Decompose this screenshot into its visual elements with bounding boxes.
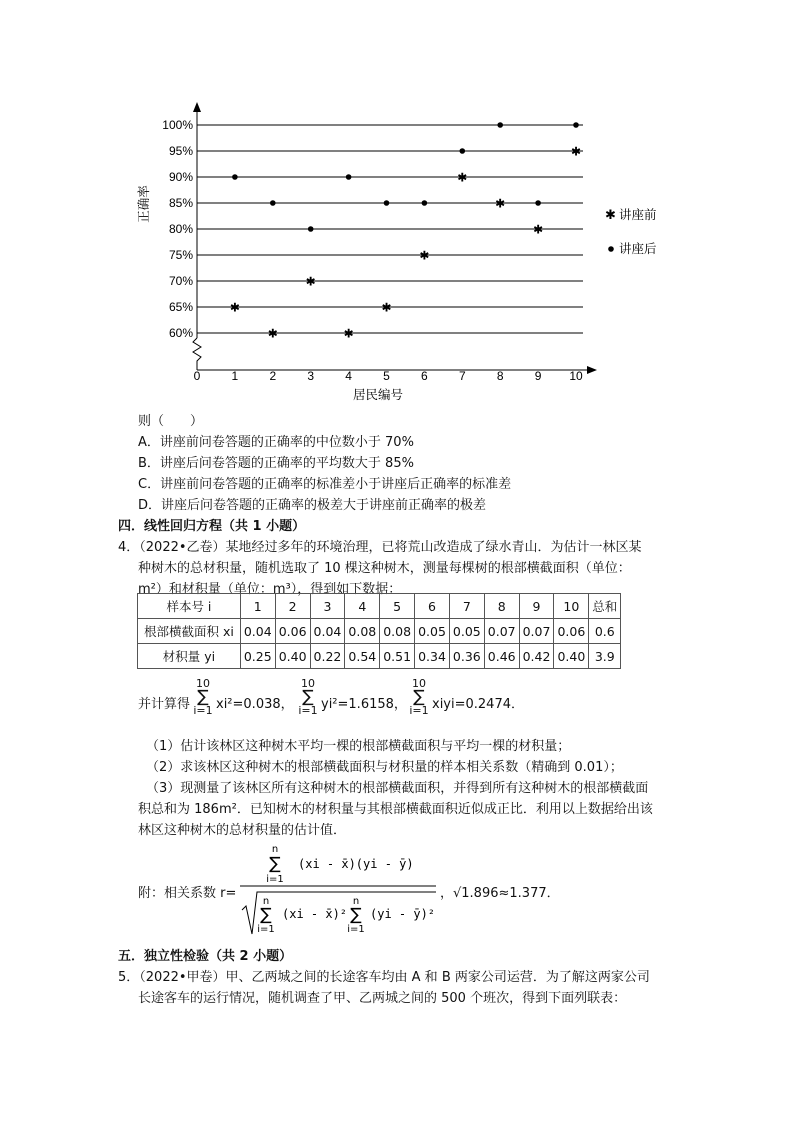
y-tick-label: 100% (162, 118, 193, 132)
q3-option-d: D．讲座后问卷答题的正确率的极差大于讲座前正确率的极差 (138, 498, 487, 513)
point-before: ✱ (343, 326, 354, 341)
legend-after-label: 讲座后 (619, 241, 657, 256)
x-tick-label: 6 (421, 369, 428, 383)
table-cell: 2 (275, 594, 310, 619)
table-cell: 0.42 (519, 644, 554, 669)
sum-y-squared (297, 678, 319, 717)
formula-den-y: (yi - ȳ)² (370, 907, 436, 921)
sum-lower: i=1 (298, 704, 318, 717)
correlation-formula (240, 842, 450, 938)
point-after (573, 122, 579, 128)
table-cell: 3.9 (589, 644, 621, 669)
section-4-title: 四．线性回归方程（共 1 小题） (118, 519, 306, 534)
point-before: ✱ (533, 222, 544, 237)
table-cell: 5 (380, 594, 415, 619)
q5-line-1: 5．（2022•甲卷）甲、乙两城之间的长途客车均由 A 和 B 两家公司运营．为了解这两家公司 (118, 970, 650, 985)
point-after (460, 148, 466, 154)
sigma-icon: ∑ (350, 905, 362, 925)
point-after (232, 174, 238, 180)
table-cell: 3 (310, 594, 345, 619)
x-tick-label: 5 (383, 369, 390, 383)
table-cell: 0.07 (484, 619, 519, 644)
den-sum1-lower: i=1 (257, 924, 275, 935)
x-axis-arrow-icon (587, 366, 597, 374)
point-after (384, 200, 390, 206)
point-after (497, 122, 503, 128)
q3-stem: 则（ ） (138, 414, 204, 429)
q3-option-b: B．讲座后问卷答题的正确率的平均数大于 85% (138, 456, 414, 471)
sigma-icon: ∑ (413, 687, 425, 707)
table-row-volume (138, 644, 621, 669)
table-cell: 0.06 (275, 619, 310, 644)
q4-sub-3a: （3）现测量了该林区所有这种树木的根部横截面积，并得到所有这种树木的根部横截面 (146, 781, 649, 796)
x-tick-label: 2 (269, 369, 277, 383)
table-row-header (138, 594, 621, 619)
q4-line-2: 种树木的总材积量，随机选取了 10 棵这种树木，测量每棵树的根部横截面积（单位： (138, 561, 631, 576)
q4-line-3: m²）和材积量（单位：m³），得到如下数据： (138, 582, 402, 597)
sample-data-table (137, 593, 621, 669)
q3-option-c: C．讲座前问卷答题的正确率的标准差小于讲座后正确率的标准差 (138, 477, 512, 492)
row-label-cell: 根部横截面积 xi (138, 619, 241, 644)
y-axis-arrow-icon (193, 102, 201, 112)
table-cell: 0.54 (345, 644, 380, 669)
table-cell: 0.40 (275, 644, 310, 669)
table-cell: 0.04 (310, 619, 345, 644)
x-tick-label: 0 (193, 369, 201, 383)
table-cell: 0.05 (449, 619, 484, 644)
table-cell: 4 (345, 594, 380, 619)
section-5-title: 五．独立性检验（共 2 小题） (118, 949, 293, 964)
table-cell: 0.51 (380, 644, 415, 669)
x-tick-label: 10 (569, 369, 583, 383)
x-tick-label: 7 (458, 369, 466, 383)
point-before: ✱ (495, 196, 506, 211)
table-cell: 0.08 (345, 619, 380, 644)
table-row-area (138, 619, 621, 644)
sum-x-squared (192, 678, 214, 717)
y-tick-label: 70% (168, 274, 193, 288)
table-cell: 0.06 (554, 619, 589, 644)
num-sum-lower: i=1 (266, 874, 284, 885)
table-cell: 0.34 (415, 644, 450, 669)
x-axis-label: 居民编号 (352, 387, 404, 402)
point-before: ✱ (305, 274, 316, 289)
sigma-icon: ∑ (197, 687, 209, 707)
sum1-text: xi²=0.038， (216, 697, 294, 712)
x-tick-label: 8 (496, 369, 504, 383)
table-cell: 7 (449, 594, 484, 619)
legend-before-label: 讲座前 (619, 207, 657, 222)
sigma-icon: ∑ (269, 854, 281, 874)
point-before: ✱ (267, 326, 278, 341)
table-cell: 1 (240, 594, 275, 619)
table-cell: 10 (554, 594, 589, 619)
point-before: ✱ (381, 300, 392, 315)
sigma-icon: ∑ (302, 687, 314, 707)
sum-lower: i=1 (409, 704, 429, 717)
table-cell: 0.05 (415, 619, 450, 644)
point-after (308, 226, 314, 232)
sigma-icon: ∑ (260, 905, 272, 925)
table-cell: 0.36 (449, 644, 484, 669)
q5-line-2: 长途客车的运行情况，随机调查了甲、乙两城之间的 500 个班次，得到下面列联表： (138, 991, 627, 1006)
q4-sub-1: （1）估计该林区这种树木平均一棵的根部横截面积与平均一棵的材积量； (146, 739, 571, 754)
legend-before-marker: ✱ (605, 208, 616, 223)
q4-sub-3b: 积总和为 186m²．已知树木的材积量与其根部横截面积近似成正比．利用以上数据给出该 (138, 802, 653, 817)
point-after (270, 200, 276, 206)
point-after (346, 174, 352, 180)
q4-sub-3c: 林区这种树木的总材积量的估计值． (138, 823, 347, 838)
legend (605, 207, 657, 256)
x-tick-label: 3 (307, 369, 315, 383)
den-sum2-lower: i=1 (347, 924, 365, 935)
table-cell: 0.08 (380, 619, 415, 644)
sum-lower: i=1 (193, 704, 213, 717)
point-before: ✱ (457, 170, 468, 185)
row-label-cell: 样本号 i (138, 594, 241, 619)
legend-after-marker (608, 246, 614, 252)
calc-prefix: 并计算得 (138, 697, 191, 712)
y-axis-label: 正确率 (136, 185, 151, 223)
table-cell: 0.40 (554, 644, 589, 669)
table-cell: 6 (415, 594, 450, 619)
q3-option-a: A．讲座前问卷答题的正确率的中位数小于 70% (138, 435, 414, 450)
y-tick-label: 95% (168, 144, 193, 158)
y-tick-label: 60% (168, 326, 193, 340)
table-cell: 0.07 (519, 619, 554, 644)
appendix-label: 附：相关系数 r= (138, 886, 237, 901)
y-tick-label: 80% (168, 222, 193, 236)
axis-break-icon (193, 338, 201, 370)
table-cell: 0.22 (310, 644, 345, 669)
point-before: ✱ (419, 248, 430, 263)
table-cell: 0.25 (240, 644, 275, 669)
sum3-text: xiyi=0.2474． (432, 697, 524, 712)
sum-upper: 10 (301, 677, 315, 690)
scatter-chart (0, 0, 794, 410)
point-before: ✱ (229, 300, 240, 315)
table-cell: 8 (484, 594, 519, 619)
table-cell: 总和 (589, 594, 621, 619)
table-cell: 0.04 (240, 619, 275, 644)
point-before: ✱ (570, 144, 582, 159)
x-tick-label: 9 (534, 369, 542, 383)
y-tick-label: 90% (168, 170, 193, 184)
point-after (535, 200, 541, 206)
x-tick-label: 1 (231, 369, 239, 383)
table-cell: 0.6 (589, 619, 621, 644)
num-sum-upper: n (271, 844, 279, 855)
sum-upper: 10 (412, 677, 426, 690)
sum2-text: yi²=1.6158， (321, 697, 407, 712)
y-tick-label: 85% (168, 196, 193, 210)
table-cell: 0.46 (484, 644, 519, 669)
sum-xy (408, 678, 430, 717)
den-sum2-upper: n (352, 896, 360, 907)
q4-sub-2: （2）求该林区这种树木的根部横截面积与材积量的样本相关系数（精确到 0.01）； (146, 760, 623, 775)
point-after (422, 200, 428, 206)
q4-line-1: 4．（2022•乙卷）某地经过多年的环境治理，已将荒山改造成了绿水青山．为估计一林区某 (118, 540, 642, 555)
formula-den-x: (xi - x̄)² (282, 907, 348, 921)
y-tick-label: 65% (168, 300, 193, 314)
sum-upper: 10 (196, 677, 210, 690)
y-tick-label: 75% (168, 248, 193, 262)
row-label-cell: 材积量 yi (138, 644, 241, 669)
sqrt-note: ，√1.896≈1.377． (440, 886, 560, 901)
table-cell: 9 (519, 594, 554, 619)
x-tick-label: 4 (345, 369, 352, 383)
den-sum1-upper: n (262, 896, 270, 907)
formula-numerator: (xi - x̄)(yi - ȳ) (298, 857, 414, 871)
